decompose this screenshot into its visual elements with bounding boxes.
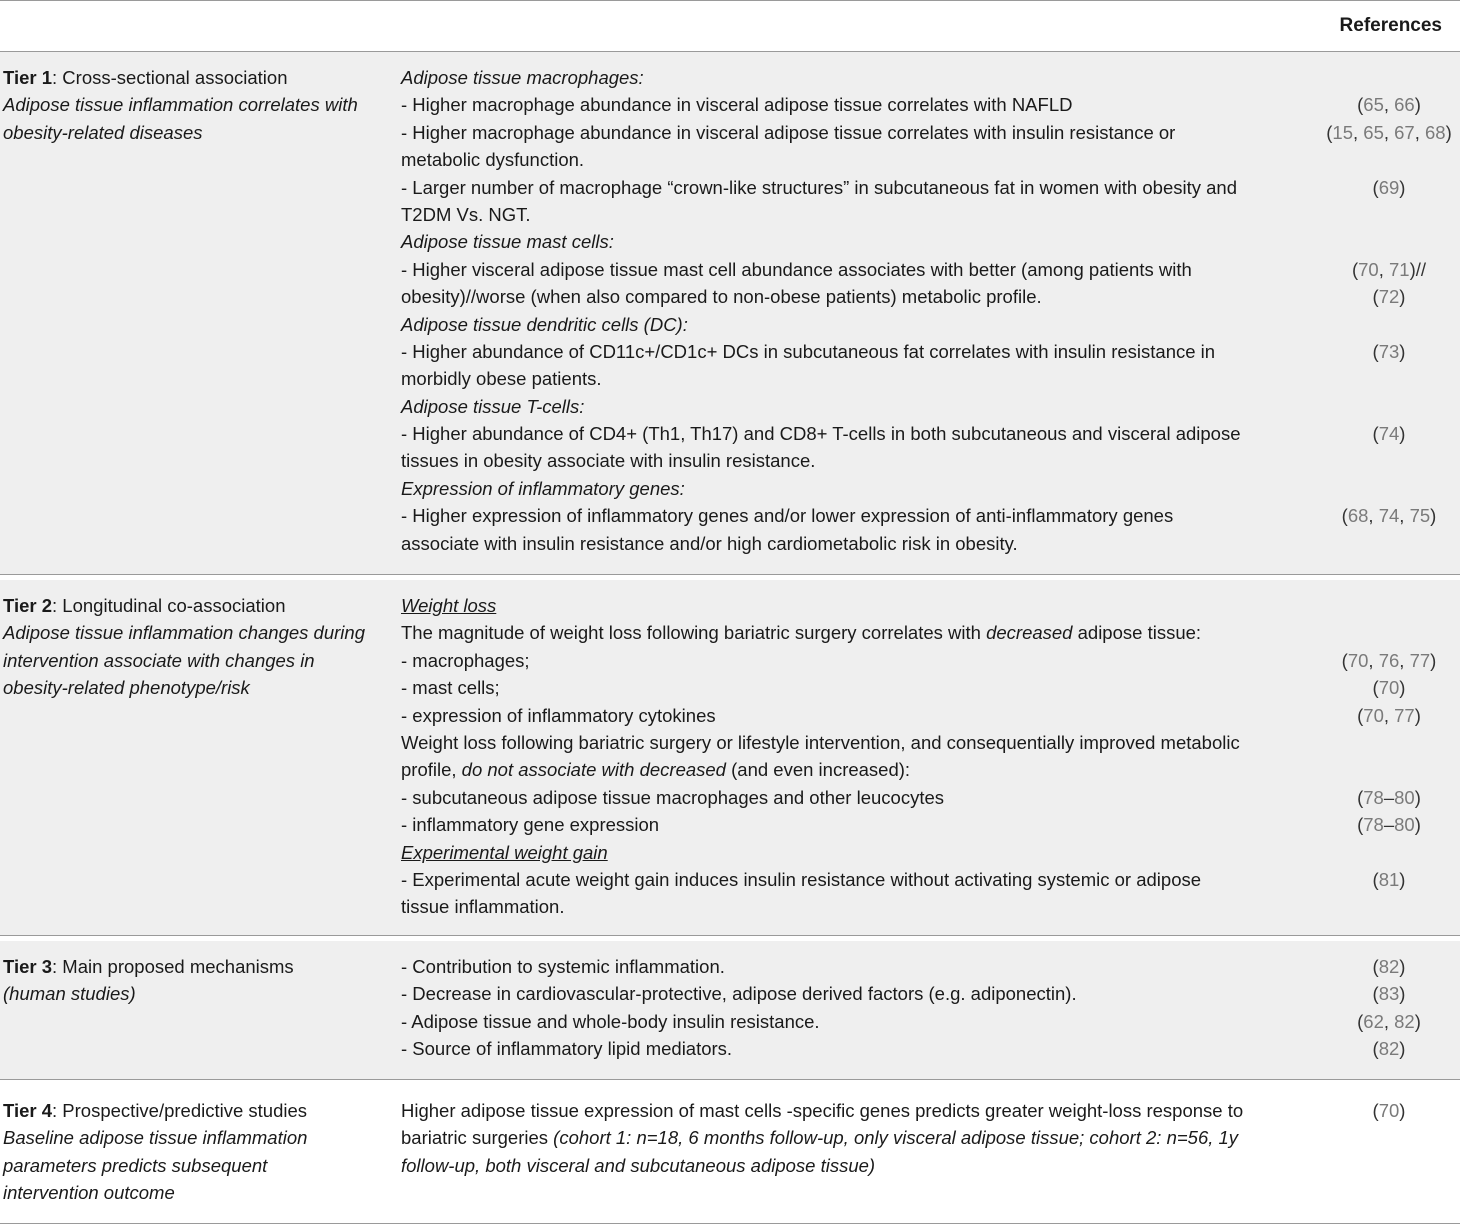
tier-subtitle-line: intervention associate with changes in	[3, 649, 315, 671]
reference-number: 70	[1358, 258, 1379, 280]
content-line	[401, 201, 1311, 228]
reference-cell	[1318, 893, 1460, 920]
content-line	[401, 674, 1311, 701]
reference-punct: )	[1399, 340, 1406, 362]
content-line	[401, 365, 1311, 392]
reference-punct: –	[1383, 814, 1395, 836]
content-text: Experimental weight gain	[401, 841, 608, 863]
content-line	[401, 311, 1311, 338]
content-text: - Higher abundance of CD11c+/CD1c+ DCs in subcutaneous fat correlates with insulin resistance in	[401, 340, 1216, 362]
content-line	[401, 647, 1311, 674]
content-tail: adipose tissue:	[1072, 622, 1202, 644]
reference-punct: )	[1430, 505, 1437, 527]
content-text: Adipose tissue T-cells:	[401, 395, 585, 417]
content-text: - Contribution to systemic inflammation.	[401, 956, 725, 977]
reference-punct: )	[1399, 983, 1406, 1005]
reference-punct: (	[1357, 1010, 1364, 1032]
content-line	[401, 784, 1311, 811]
reference-punct: (	[1341, 649, 1348, 671]
reference-cell	[1318, 839, 1460, 866]
content-text: morbidly obese patients.	[401, 368, 602, 390]
reference-cell	[1318, 365, 1460, 392]
tier-references	[1318, 592, 1460, 921]
content-text: profile,	[401, 759, 462, 781]
content-line	[401, 283, 1311, 310]
content-text: Expression of inflammatory genes:	[401, 477, 685, 499]
content-line	[401, 1152, 1311, 1179]
reference-cell	[1318, 592, 1460, 619]
reference-number: 75	[1409, 505, 1431, 527]
reference-punct: )	[1399, 286, 1406, 308]
reference-number: 68	[1347, 505, 1369, 527]
content-text: Adipose tissue dendritic cells (DC):	[401, 313, 688, 335]
content-text: associate with insulin resistance and/or high cardiometabolic risk in obesity.	[401, 532, 1018, 554]
content-line	[401, 338, 1311, 365]
reference-cell	[1318, 866, 1460, 893]
reference-punct: )	[1399, 868, 1406, 890]
reference-cell	[1318, 1008, 1460, 1035]
reference-cell	[1318, 702, 1460, 729]
reference-punct: ,	[1368, 505, 1379, 527]
tier-subtitle-line: intervention outcome	[3, 1182, 175, 1204]
reference-punct: )	[1399, 1100, 1406, 1121]
reference-punct: )	[1414, 704, 1421, 726]
reference-cell	[1318, 256, 1460, 283]
reference-punct: (	[1357, 814, 1364, 836]
tier-title: : Main proposed mechanisms	[52, 956, 294, 977]
reference-cell	[1318, 119, 1460, 146]
tier-title-line	[3, 592, 388, 619]
reference-punct: )	[1414, 786, 1421, 808]
content-text: - mast cells;	[401, 677, 500, 699]
content-line	[401, 1035, 1311, 1062]
reference-number: 77	[1394, 704, 1415, 726]
content-tail: (and even increased):	[725, 759, 911, 781]
reference-punct: ,	[1383, 94, 1395, 116]
reference-cell	[1318, 393, 1460, 420]
reference-number: 73	[1378, 340, 1400, 362]
reference-punct: (	[1372, 956, 1379, 977]
reference-punct: (	[1372, 983, 1379, 1005]
tier-row	[0, 52, 1460, 575]
content-text: metabolic dysfunction.	[401, 149, 585, 171]
content-text: - expression of inflammatory cytokines	[401, 704, 716, 726]
tier-row	[0, 1085, 1460, 1224]
reference-cell	[1318, 420, 1460, 447]
tier-content	[401, 1097, 1311, 1179]
reference-cell	[1318, 647, 1460, 674]
reference-cell	[1318, 1097, 1460, 1124]
reference-punct: )	[1414, 94, 1421, 116]
reference-punct: ,	[1353, 121, 1364, 143]
reference-number: 15	[1332, 121, 1353, 143]
content-line	[401, 530, 1311, 557]
table-header	[0, 0, 1460, 52]
reference-punct: (	[1357, 786, 1364, 808]
content-line	[401, 980, 1311, 1007]
content-line	[401, 420, 1311, 447]
reference-cell	[1318, 980, 1460, 1007]
reference-punct: (	[1372, 868, 1379, 890]
content-text: - Higher abundance of CD4+ (Th1, Th17) and CD8+ T-cells in both subcutaneous and visceral adipose	[401, 423, 1241, 445]
reference-cell	[1318, 447, 1460, 474]
content-text: - Higher macrophage abundance in visceral adipose tissue correlates with insulin resistance or	[401, 121, 1176, 143]
tier-references	[1318, 953, 1460, 1063]
tier-row	[0, 580, 1460, 936]
content-line	[401, 228, 1311, 255]
tier-subtitle-line: (human studies)	[3, 983, 136, 1005]
reference-cell	[1318, 146, 1460, 173]
reference-number: 65	[1363, 121, 1384, 143]
content-line	[401, 1097, 1311, 1124]
reference-number: 74	[1378, 423, 1400, 445]
reference-cell	[1318, 784, 1460, 811]
reference-number: 82	[1394, 1010, 1415, 1032]
reference-punct: ,	[1399, 649, 1410, 671]
content-italic: (cohort 1: n=18, 6 months follow-up, only visceral adipose tissue; cohort 2: n=56, 1y	[553, 1127, 1239, 1149]
reference-number: 70	[1378, 677, 1400, 699]
content-line	[401, 447, 1311, 474]
tier-title: : Prospective/predictive studies	[52, 1100, 308, 1121]
reference-cell	[1318, 1035, 1460, 1062]
content-line	[401, 256, 1311, 283]
reference-punct: )	[1414, 1010, 1421, 1032]
content-line	[401, 1008, 1311, 1035]
content-line	[401, 91, 1311, 118]
content-text: Higher adipose tissue expression of mast cells -specific genes predicts greater weight-loss response to	[401, 1100, 1244, 1121]
reference-cell	[1318, 228, 1460, 255]
reference-number: 78	[1363, 814, 1384, 836]
tier-label: Tier 4	[3, 1100, 53, 1121]
tier-content	[401, 592, 1311, 921]
reference-cell	[1318, 1152, 1460, 1179]
reference-punct: )//	[1409, 258, 1427, 280]
reference-number: 80	[1394, 786, 1415, 808]
content-line	[401, 1124, 1311, 1151]
content-italic: follow-up, both visceral and subcutaneous adipose tissue)	[401, 1154, 876, 1176]
reference-cell	[1318, 502, 1460, 529]
content-line	[401, 475, 1311, 502]
tier-heading	[3, 64, 388, 146]
tier-title-line	[3, 1097, 388, 1124]
references-column-header: References	[1339, 15, 1442, 36]
reference-punct: (	[1357, 704, 1364, 726]
reference-cell	[1318, 953, 1460, 980]
table-body	[0, 52, 1460, 1224]
reference-punct: )	[1399, 176, 1406, 198]
reference-cell	[1318, 530, 1460, 557]
reference-cell	[1318, 1124, 1460, 1151]
reference-number: 66	[1394, 94, 1415, 116]
content-line	[401, 811, 1311, 838]
reference-punct: ,	[1414, 121, 1425, 143]
content-text: tissues in obesity associate with insulin resistance.	[401, 450, 816, 472]
content-line	[401, 174, 1311, 201]
content-line	[401, 64, 1311, 91]
content-line	[401, 756, 1311, 783]
reference-number: 76	[1378, 649, 1400, 671]
reference-punct: (	[1357, 94, 1364, 116]
tier-title: : Longitudinal co-association	[52, 595, 286, 616]
reference-punct: ,	[1399, 505, 1410, 527]
reference-punct: ,	[1383, 1010, 1395, 1032]
tier-content	[401, 953, 1311, 1063]
reference-punct: (	[1372, 176, 1379, 198]
reference-punct: ,	[1378, 258, 1389, 280]
reference-number: 68	[1425, 121, 1446, 143]
tier-subtitle-line: Adipose tissue inflammation changes during	[3, 622, 365, 644]
reference-number: 72	[1378, 286, 1400, 308]
reference-punct: )	[1445, 121, 1452, 143]
reference-cell	[1318, 756, 1460, 783]
tier-title-line	[3, 953, 388, 980]
reference-number: 82	[1378, 956, 1400, 977]
reference-punct: ,	[1383, 704, 1395, 726]
content-line	[401, 893, 1311, 920]
content-text: Adipose tissue macrophages:	[401, 67, 644, 88]
content-text: - Higher visceral adipose tissue mast cell abundance associates with better (among patients with	[401, 258, 1192, 280]
reference-punct: (	[1372, 1038, 1379, 1060]
content-line	[401, 146, 1311, 173]
reference-number: 77	[1409, 649, 1431, 671]
reference-number: 70	[1363, 704, 1384, 726]
content-text: The magnitude of weight loss following bariatric surgery correlates with	[401, 622, 987, 644]
tier-label: Tier 2	[3, 595, 53, 616]
content-line	[401, 729, 1311, 756]
content-text: - subcutaneous adipose tissue macrophages and other leucocytes	[401, 786, 945, 808]
tier-heading	[3, 1097, 388, 1207]
reference-punct: (	[1326, 121, 1333, 143]
reference-cell	[1318, 674, 1460, 701]
reference-number: 80	[1394, 814, 1415, 836]
tier-label: Tier 3	[3, 956, 53, 977]
tier-heading	[3, 953, 388, 1008]
tier-subtitle-line: obesity-related diseases	[3, 121, 203, 143]
reference-punct: )	[1399, 677, 1406, 699]
reference-cell	[1318, 475, 1460, 502]
content-text: - Experimental acute weight gain induces insulin resistance without activating systemic or adipose	[401, 868, 1202, 890]
reference-cell	[1318, 311, 1460, 338]
reference-number: 81	[1378, 868, 1400, 890]
reference-cell	[1318, 174, 1460, 201]
reference-punct: (	[1372, 423, 1379, 445]
reference-number: 62	[1363, 1010, 1384, 1032]
tier-references	[1318, 64, 1460, 557]
content-line	[401, 502, 1311, 529]
content-text: Weight loss following bariatric surgery or lifestyle intervention, and consequentially improved metabolic	[401, 731, 1240, 753]
tier-subtitle-line: parameters predicts subsequent	[3, 1154, 268, 1176]
content-text: - macrophages;	[401, 649, 530, 671]
reference-number: 74	[1378, 505, 1400, 527]
tier-title-line	[3, 64, 388, 91]
reference-number: 67	[1394, 121, 1415, 143]
content-text: - Decrease in cardiovascular-protective, adipose derived factors (e.g. adiponectin).	[401, 983, 1077, 1005]
reference-cell	[1318, 619, 1460, 646]
reference-punct: ,	[1368, 649, 1379, 671]
reference-punct: (	[1351, 258, 1359, 280]
tier-subtitle-line: Baseline adipose tissue inflammation	[3, 1127, 308, 1149]
tier-row	[0, 941, 1460, 1080]
reference-punct: )	[1399, 956, 1406, 977]
content-text: - Larger number of macrophage “crown-like structures” in subcutaneous fat in women with obesity and	[401, 176, 1237, 198]
reference-punct: –	[1383, 786, 1395, 808]
reference-punct: (	[1372, 1100, 1379, 1121]
tier-title: : Cross-sectional association	[52, 67, 288, 88]
reference-number: 83	[1378, 983, 1400, 1005]
reference-number: 69	[1378, 176, 1400, 198]
reference-cell	[1318, 64, 1460, 91]
reference-number: 65	[1363, 94, 1384, 116]
reference-punct: )	[1430, 649, 1437, 671]
reference-punct: (	[1341, 505, 1348, 527]
tier-subtitle-line: obesity-related phenotype/risk	[3, 677, 250, 699]
reference-number: 78	[1363, 786, 1384, 808]
reference-punct: ,	[1383, 121, 1395, 143]
content-line	[401, 839, 1311, 866]
reference-cell	[1318, 729, 1460, 756]
reference-number: 71	[1389, 258, 1410, 280]
content-line	[401, 393, 1311, 420]
reference-punct: )	[1399, 423, 1406, 445]
reference-cell	[1318, 91, 1460, 118]
content-line	[401, 953, 1311, 980]
reference-punct: (	[1372, 286, 1379, 308]
reference-punct: )	[1414, 814, 1421, 836]
content-text: - Higher macrophage abundance in visceral adipose tissue correlates with NAFLD	[401, 94, 1073, 116]
reference-punct: (	[1372, 340, 1379, 362]
content-line	[401, 702, 1311, 729]
reference-punct: (	[1372, 677, 1379, 699]
content-line	[401, 119, 1311, 146]
content-text: T2DM Vs. NGT.	[401, 203, 531, 225]
reference-cell	[1318, 811, 1460, 838]
content-text: Weight loss	[401, 595, 497, 616]
content-line	[401, 866, 1311, 893]
reference-number: 82	[1378, 1038, 1400, 1060]
content-line	[401, 592, 1311, 619]
content-text: Adipose tissue mast cells:	[401, 231, 614, 253]
content-text: - inflammatory gene expression	[401, 814, 660, 836]
reference-cell	[1318, 338, 1460, 365]
tier-subtitle-line: Adipose tissue inflammation correlates with	[3, 94, 358, 116]
tier-heading	[3, 592, 388, 702]
content-italic: decreased	[986, 622, 1073, 644]
content-text: - Higher expression of inflammatory genes and/or lower expression of anti-inflammatory genes	[401, 505, 1174, 527]
content-text: bariatric surgeries	[401, 1127, 554, 1149]
tier-references	[1318, 1097, 1460, 1179]
reference-number: 70	[1378, 1100, 1400, 1121]
tier-label: Tier 1	[3, 67, 53, 88]
reference-punct: )	[1399, 1038, 1406, 1060]
reference-cell	[1318, 201, 1460, 228]
reference-number: 70	[1347, 649, 1369, 671]
tier-content	[401, 64, 1311, 557]
content-italic: do not associate with decreased	[461, 759, 726, 781]
reference-cell	[1318, 283, 1460, 310]
content-text: tissue inflammation.	[401, 896, 565, 918]
content-text: - Source of inflammatory lipid mediators.	[401, 1038, 733, 1060]
content-line	[401, 619, 1311, 646]
content-text: obesity)//worse (when also compared to non-obese patients) metabolic profile.	[401, 286, 1042, 308]
content-text: - Adipose tissue and whole-body insulin resistance.	[401, 1010, 820, 1032]
